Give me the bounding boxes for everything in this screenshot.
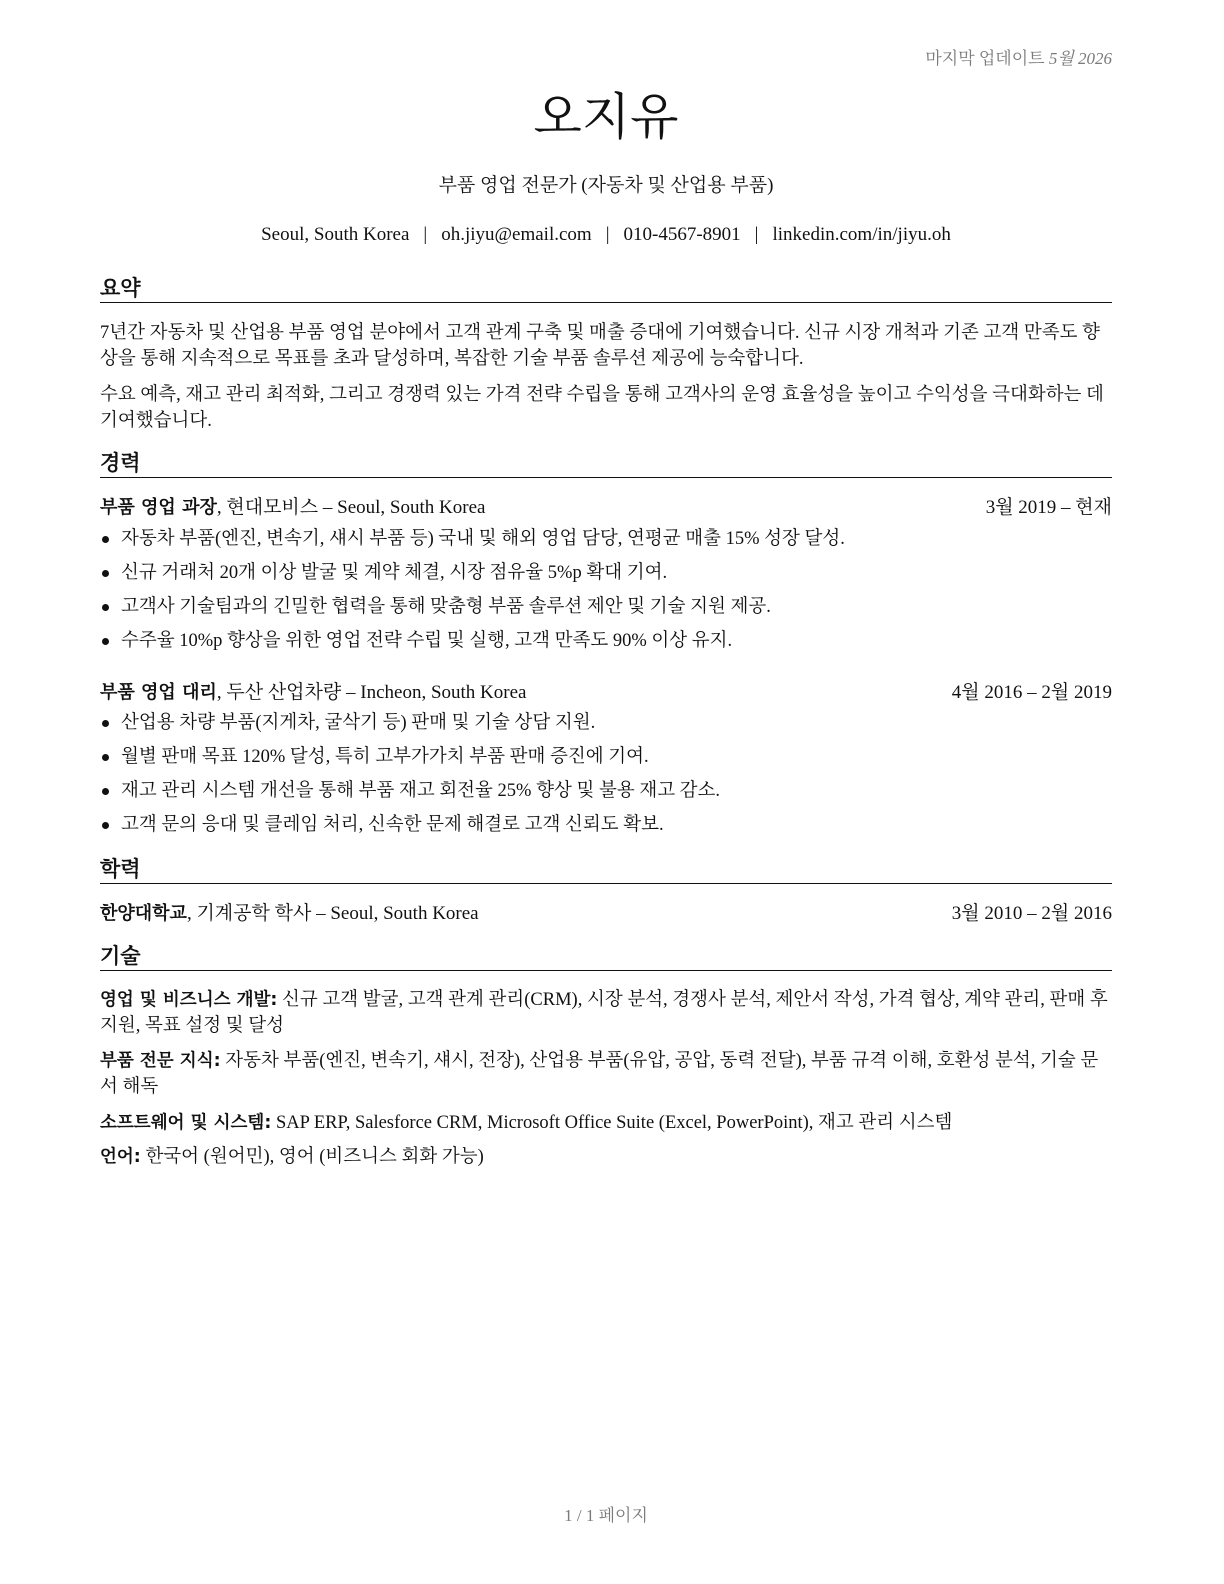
skill-item	[100, 1110, 1112, 1136]
list-item	[100, 560, 1112, 594]
bullet-dot	[102, 822, 109, 829]
skill-category: 언어:	[100, 1147, 141, 1167]
page-indicator: 1 / 1 페이지	[564, 1506, 648, 1525]
contact-email[interactable]: oh.jiyu@email.com	[441, 224, 592, 245]
list-item	[100, 628, 1112, 662]
contact-separator: |	[605, 224, 610, 245]
section-title-experience: 경력	[100, 450, 1112, 478]
education-detail: , 기계공학 학사 – Seoul, South Korea	[186, 903, 479, 924]
job-role: 부품 영업 대리	[100, 682, 217, 703]
skill-category: 소프트웨어 및 시스템:	[100, 1113, 272, 1133]
education-school: 한양대학교	[100, 903, 187, 924]
education-dates: 3월 2010 – 2월 2016	[951, 903, 1112, 924]
contact-separator: |	[423, 224, 428, 245]
last-updated-date: 5월 2026	[1048, 49, 1112, 68]
job-role: 부품 영업 과장	[100, 497, 217, 518]
skill-category: 부품 전문 지식:	[100, 1051, 221, 1071]
skill-details: 한국어 (원어민), 영어 (비즈니스 회화 가능)	[140, 1147, 484, 1167]
bullet-text: 재고 관리 시스템 개선을 통해 부품 재고 회전율 25% 향상 및 불용 재고 감소.	[121, 781, 721, 801]
last-updated	[925, 44, 1112, 69]
bullet-text: 수주율 10%p 향상을 위한 영업 전략 수립 및 실행, 고객 만족도 90% 이상 유지.	[121, 631, 733, 651]
bullet-text: 산업용 차량 부품(지게차, 굴삭기 등) 판매 및 기술 상담 지원.	[121, 713, 596, 733]
skill-details: SAP ERP, Salesforce CRM, Microsoft Office Suite (Excel, PowerPoint), 재고 관리 시스템	[271, 1113, 953, 1133]
bullet-dot	[102, 788, 109, 795]
bullet-text: 신규 거래처 20개 이상 발굴 및 계약 체결, 시장 점유율 5%p 확대 기여.	[121, 563, 668, 583]
list-item	[100, 710, 1112, 744]
job-bullets	[100, 710, 1112, 846]
list-item	[100, 778, 1112, 812]
skill-item	[100, 1048, 1112, 1100]
skill-details: 자동차 부품(엔진, 변속기, 섀시, 전장), 산업용 부품(유압, 공압, 동력 전달), 부품 규격 이해, 호환성 분석, 기술 문서 해독	[100, 1051, 1099, 1097]
contact-phone: 010-4567-8901	[623, 224, 741, 245]
summary-paragraph-1: 7년간 자동차 및 산업용 부품 영업 분야에서 고객 관계 구축 및 매출 증대에 기여했습니다. 신규 시장 개척과 기존 고객 만족도 향상을 통해 지속적으로 목표를 초과 달성하며, 복잡한 기술 부품 솔루션 제공에 능숙합니다.	[100, 323, 1100, 369]
list-item	[100, 594, 1112, 628]
job-bullets	[100, 526, 1112, 662]
section-title-summary: 요약	[100, 275, 1112, 303]
bullet-dot	[102, 754, 109, 761]
list-item	[100, 526, 1112, 560]
job-dates: 3월 2019 – 현재	[985, 497, 1112, 518]
bullet-dot	[102, 536, 109, 543]
skill-item	[100, 1144, 1112, 1170]
section-title-skills: 기술	[100, 943, 1112, 971]
job-heading	[100, 680, 1112, 706]
education-heading	[100, 901, 1112, 927]
job-organization: , 두산 산업차량 – Incheon, South Korea	[216, 682, 527, 703]
skill-item	[100, 987, 1112, 1039]
job-organization: , 현대모비스 – Seoul, South Korea	[216, 497, 486, 518]
skill-details: 신규 고객 발굴, 고객 관계 관리(CRM), 시장 분석, 경쟁사 분석, 제안서 작성, 가격 협상, 계약 관리, 판매 후 지원, 목표 설정 및 달성	[100, 990, 1108, 1036]
section-title-education: 학력	[100, 856, 1112, 884]
contact-linkedin[interactable]: linkedin.com/in/jiyu.oh	[772, 224, 951, 245]
bullet-dot	[102, 720, 109, 727]
bullet-text: 자동차 부품(엔진, 변속기, 섀시 부품 등) 국내 및 해외 영업 담당, 연평균 매출 15% 성장 달성.	[121, 529, 845, 549]
bullet-text: 고객사 기술팀과의 긴밀한 협력을 통해 맞춤형 부품 솔루션 제안 및 기술 지원 제공.	[121, 597, 771, 617]
bullet-text: 월별 판매 목표 120% 달성, 특히 고부가가치 부품 판매 증진에 기여.	[121, 747, 649, 767]
list-item	[100, 812, 1112, 846]
contact-location: Seoul, South Korea	[261, 224, 410, 245]
job-heading	[100, 495, 1112, 521]
last-updated-label: 마지막 업데이트	[925, 49, 1045, 68]
list-item	[100, 744, 1112, 778]
bullet-dot	[102, 604, 109, 611]
candidate-name: 오지유	[533, 88, 679, 146]
bullet-dot	[102, 570, 109, 577]
bullet-dot	[102, 638, 109, 645]
candidate-headline: 부품 영업 전문가 (자동차 및 산업용 부품)	[438, 175, 774, 196]
job-dates: 4월 2016 – 2월 2019	[951, 682, 1112, 703]
skill-category: 영업 및 비즈니스 개발:	[100, 990, 278, 1010]
contact-line	[100, 224, 1112, 246]
summary-paragraph-2: 수요 예측, 재고 관리 최적화, 그리고 경쟁력 있는 가격 전략 수립을 통해 고객사의 운영 효율성을 높이고 수익성을 극대화하는 데 기여했습니다.	[100, 385, 1104, 431]
contact-separator: |	[754, 224, 759, 245]
bullet-text: 고객 문의 응대 및 클레임 처리, 신속한 문제 해결로 고객 신뢰도 확보.	[121, 815, 664, 835]
